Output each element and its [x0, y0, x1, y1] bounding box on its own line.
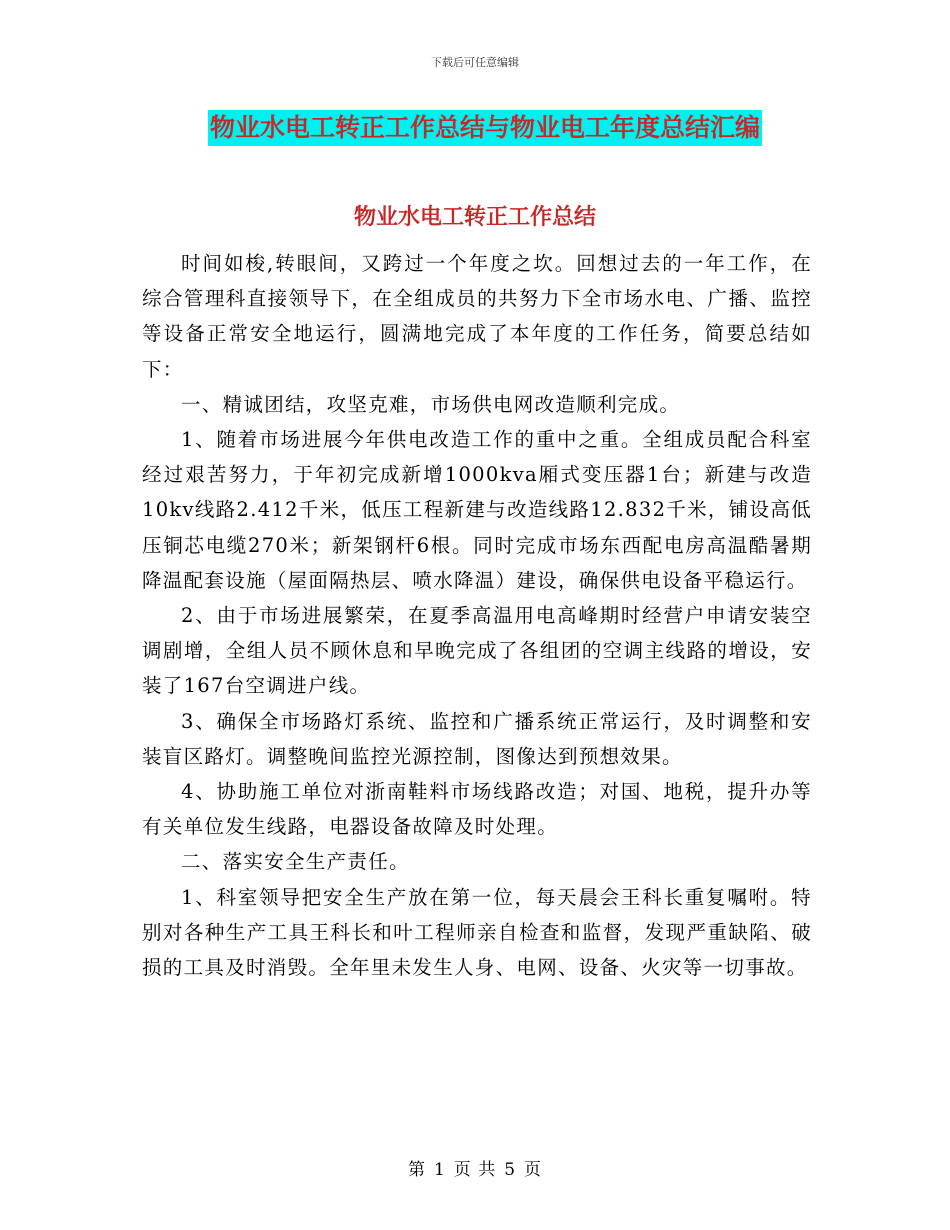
paragraph-heading-2: 二、落实安全生产责任。 [181, 850, 410, 874]
paragraph-item-2: 2、由于市场进展繁荣，在夏季高温用电高峰期时经营户申请安装空调剧增，全组人员不顾休息和早晚完成了各组团的空调主线路的增设，安装了167台空调进户线。 [142, 604, 812, 698]
footer-prefix: 第 [407, 1160, 426, 1180]
section-title: 物业水电工转正工作总结 [353, 204, 596, 230]
footer-suffix: 页 [524, 1160, 543, 1180]
paragraph-item-3: 3、确保全市场路灯系统、监控和广播系统正常运行，及时调整和安装盲区路灯。调整晚间监控光源控制，图像达到预想效果。 [142, 709, 812, 768]
page-footer [0, 1155, 950, 1180]
paragraph-heading-1: 一、精诚团结，攻坚克难，市场供电网改造顺利完成。 [181, 392, 681, 416]
paragraph-item-5: 1、科室领导把安全生产放在第一位，每天晨会王科长重复嘱咐。特别对各种生产工具王科长和叶工程师亲自检查和监督，发现严重缺陷、破损的工具及时消毁。全年里未发生人身、电网、设备、火灾等一切事故。 [142, 885, 812, 980]
footer-mid: 页 共 [453, 1160, 497, 1180]
paragraph-intro: 时间如梭,转眼间，又跨过一个年度之坎。回想过去的一年工作，在综合管理科直接领导下，在全组成员的共努力下全市场水电、广播、监控等设备正常安全地运行，圆满地完成了本年度的工作任务，简要总结如下： [142, 252, 812, 381]
paragraph-item-4: 4、协助施工单位对浙南鞋料市场线路改造；对国、地税，提升办等有关单位发生线路，电器设备故障及时处理。 [142, 780, 812, 839]
document-title: 物业水电工转正工作总结与物业电工年度总结汇编 [208, 110, 762, 146]
page-number: 1 [433, 1160, 446, 1180]
paragraph-item-1: 1、随着市场进展今年供电改造工作的重中之重。全组成员配合科室经过艰苦努力，于年初完成新增1000kva厢式变压器1台；新建与改造10kv线路2.412千米，低压工程新建与改造线路12.832千米，铺设高低压铜芯电缆270米；新架钢杆6根。同时完成市场东西配电房高温酷暑期降温配套设施（屋面隔热层、喷水降温）建设，确保供电设备平稳运行。 [142, 428, 812, 592]
header-note: 下载后可任意编辑 [431, 56, 519, 69]
document-body [142, 246, 812, 985]
total-pages: 5 [504, 1160, 517, 1180]
